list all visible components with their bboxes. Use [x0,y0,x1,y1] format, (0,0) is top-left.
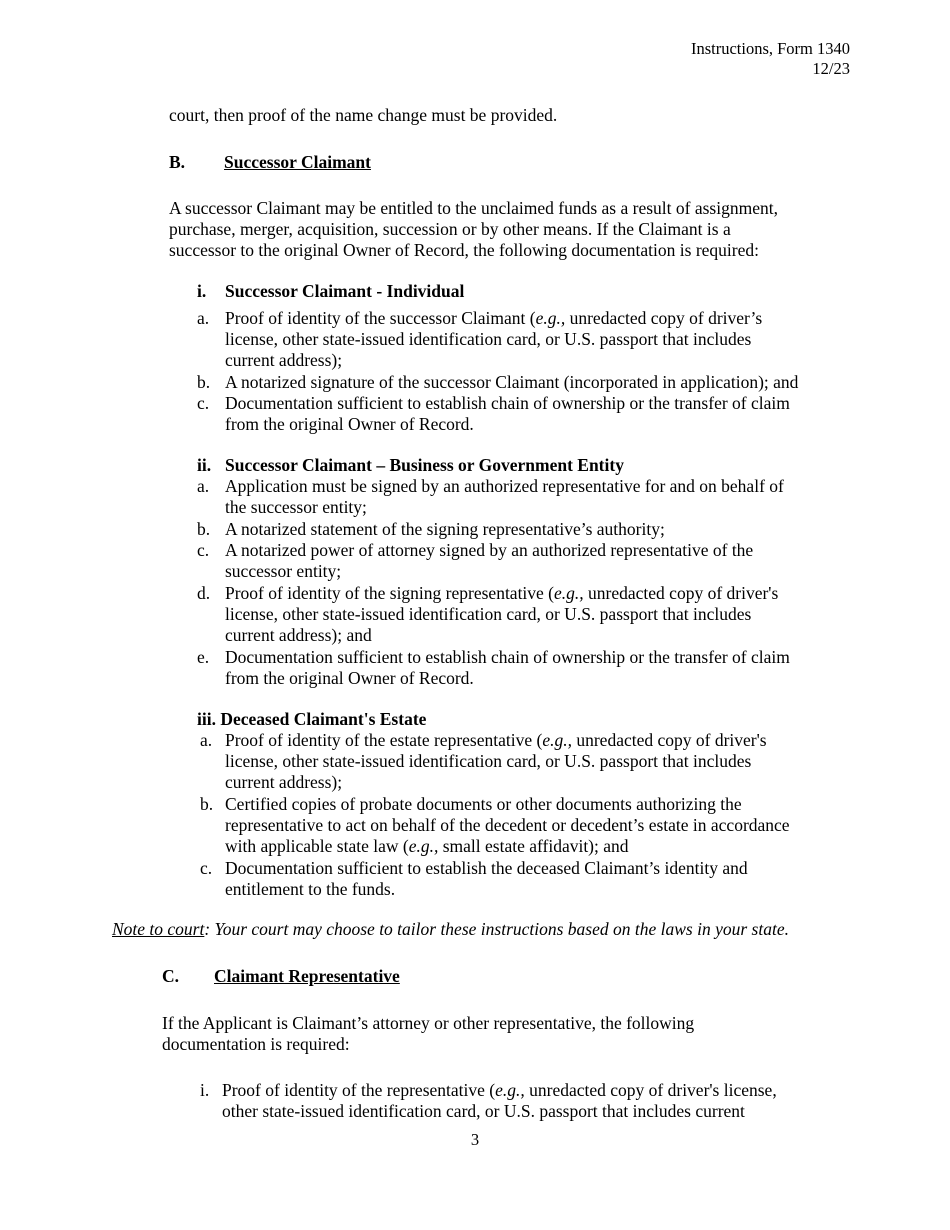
list-marker: i. [200,1080,210,1100]
list-item-line: A notarized statement of the signing representative’s authority; [225,519,665,539]
list-item-line: current address); and [225,625,372,645]
list-item-line: with applicable state law (e.g., small estate affidavit); and [225,836,629,856]
list-marker: a. [197,476,210,496]
list-marker: c. [200,858,213,878]
list-item-line: from the original Owner of Record. [225,668,474,688]
section-b-intro-line: A successor Claimant may be entitled to the unclaimed funds as a result of assignment, [169,198,778,218]
list-item-line: entitlement to the funds. [225,879,396,899]
list-item-line: other state-issued identification card, or U.S. passport that includes current [222,1101,745,1121]
list-item-line: Proof of identity of the signing representative (e.g., unredacted copy of driver's [225,583,779,603]
list-item-line: A notarized power of attorney signed by an authorized representative of the [225,540,754,560]
subsection-iii-title: iii. Deceased Claimant's Estate [197,709,427,729]
section-b-intro-line: successor to the original Owner of Record, the following documentation is required: [169,240,759,260]
header-date: 12/23 [812,59,850,78]
list-item-line: successor entity; [225,561,342,581]
header-form-title: Instructions, Form 1340 [690,39,850,58]
subsection-i-marker: i. [197,281,207,301]
list-item-line: Documentation sufficient to establish the deceased Claimant’s identity and [225,858,748,878]
list-item-line: A notarized signature of the successor Claimant (incorporated in application); and [225,372,799,392]
list-item-line: Proof of identity of the representative (e.g., unredacted copy of driver's license, [222,1080,777,1100]
list-item-line: Certified copies of probate documents or other documents authorizing the [225,794,742,814]
section-b-title: Successor Claimant [224,152,371,172]
list-item-line: representative to act on behalf of the decedent or decedent’s estate in accordance [225,815,790,835]
list-item-line: the successor entity; [225,497,367,517]
list-marker: a. [200,730,213,750]
continuation-text: court, then proof of the name change must be provided. [169,105,558,125]
list-marker: c. [197,540,210,560]
list-item-line: current address); [225,772,343,792]
list-marker: e. [197,647,210,667]
section-b-intro-line: purchase, merger, acquisition, succession or by other means. If the Claimant is a [169,219,731,239]
list-item-line: Documentation sufficient to establish chain of ownership or the transfer of claim [225,647,790,667]
subsection-i-title: Successor Claimant - Individual [225,281,465,301]
list-item-line: Application must be signed by an authorized representative for and on behalf of [225,476,784,496]
list-item-line: Proof of identity of the successor Claimant (e.g., unredacted copy of driver’s [225,308,763,328]
section-c-title: Claimant Representative [214,966,400,986]
page-header [691,39,850,79]
list-item-line: Documentation sufficient to establish chain of ownership or the transfer of claim [225,393,790,413]
list-marker: b. [197,519,211,539]
list-item-line: from the original Owner of Record. [225,414,474,434]
list-item-line: license, other state-issued identification card, or U.S. passport that includes [225,604,752,624]
section-c-intro-line: documentation is required: [162,1034,350,1054]
list-item-line: current address); [225,350,343,370]
subsection-ii-marker: ii. [197,455,212,475]
section-c-intro-line: If the Applicant is Claimant’s attorney or other representative, the following [162,1013,695,1033]
list-marker: b. [197,372,211,392]
list-marker: b. [200,794,214,814]
list-item-line: Proof of identity of the estate representative (e.g., unredacted copy of driver's [225,730,767,750]
section-b-label: B. [169,152,186,172]
subsection-ii-title: Successor Claimant – Business or Government Entity [225,455,624,475]
list-marker: c. [197,393,210,413]
page-number: 3 [470,1130,480,1149]
list-marker: d. [197,583,211,603]
list-item-line: license, other state-issued identification card, or U.S. passport that includes [225,329,752,349]
note-to-court: Note to court: Your court may choose to tailor these instructions based on the laws in your state. [112,919,789,939]
list-item-line: license, other state-issued identification card, or U.S. passport that includes [225,751,752,771]
list-marker: a. [197,308,210,328]
section-c-label: C. [162,966,180,986]
